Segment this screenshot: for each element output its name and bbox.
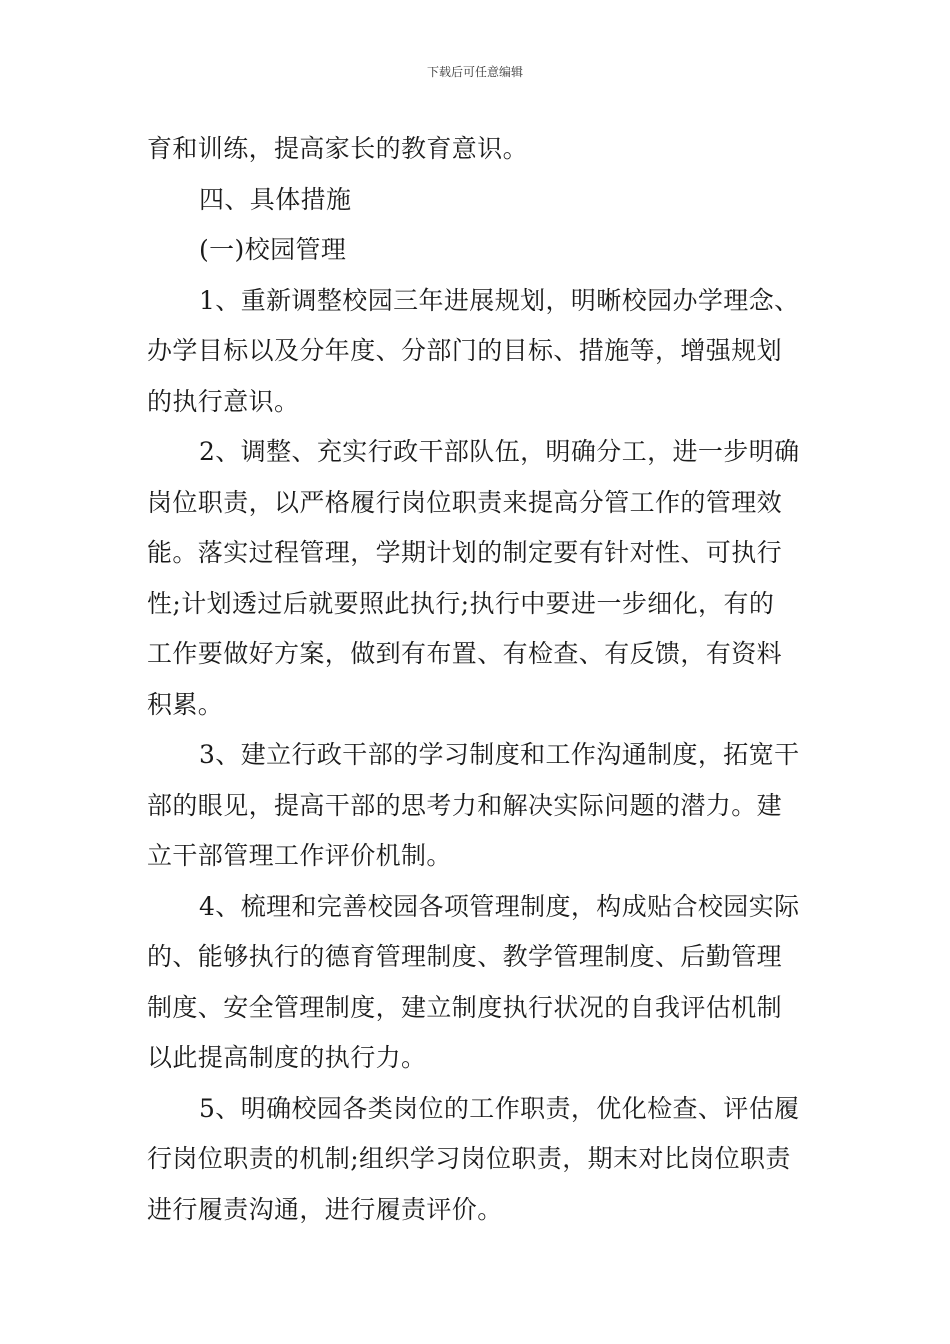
paragraph-5-line: 行岗位职责的机制;组织学习岗位职责，期末对比岗位职责	[147, 1144, 791, 1173]
subsection-heading: (一)校园管理	[199, 235, 347, 264]
paragraph-5-line: 进行履责沟通，进行履责评价。	[147, 1194, 503, 1224]
paragraph-4-line: 的、能够执行的德育管理制度、教学管理制度、后勤管理	[147, 942, 783, 971]
paragraph-4-line: 以此提高制度的执行力。	[147, 1043, 427, 1072]
paragraph-5-line: 5、明确校园各类岗位的工作职责，优化检查、评估履	[199, 1093, 800, 1123]
document-body	[147, 124, 807, 1235]
paragraph-1-line: 的执行意识。	[147, 386, 300, 416]
paragraph-2-line: 工作要做好方案，做到有布置、有检查、有反馈，有资料	[147, 639, 783, 668]
paragraph-3-line: 立干部管理工作评价机制。	[147, 841, 452, 870]
paragraph-2-line: 2、调整、充实行政干部队伍，明确分工，进一步明确	[199, 437, 800, 466]
paragraph-2-line: 能。落实过程管理，学期计划的制定要有针对性、可执行	[147, 538, 783, 567]
paragraph-1-line: 1、重新调整校园三年进展规划，明晰校园办学理念、	[199, 285, 800, 315]
paragraph-2-line: 岗位职责，以严格履行岗位职责来提高分管工作的管理效	[147, 487, 783, 517]
paragraph-1-line: 办学目标以及分年度、分部门的目标、措施等，增强规划	[147, 336, 783, 365]
section-heading: 四、具体措施	[199, 184, 352, 214]
text-line: 育和训练，提高家长的教育意识。	[147, 134, 529, 163]
paragraph-4-line: 4、梳理和完善校园各项管理制度，构成贴合校园实际	[199, 891, 800, 921]
page-header: 下载后可任意编辑	[426, 65, 523, 79]
paragraph-2-line: 积累。	[147, 689, 224, 719]
paragraph-2-line: 性;计划透过后就要照此执行;执行中要进一步细化，有的	[147, 588, 775, 618]
paragraph-4-line: 制度、安全管理制度，建立制度执行状况的自我评估机制	[147, 992, 783, 1022]
paragraph-3-line: 3、建立行政干部的学习制度和工作沟通制度，拓宽干	[199, 740, 800, 769]
paragraph-3-line: 部的眼见，提高干部的思考力和解决实际问题的潜力。建	[147, 790, 783, 820]
